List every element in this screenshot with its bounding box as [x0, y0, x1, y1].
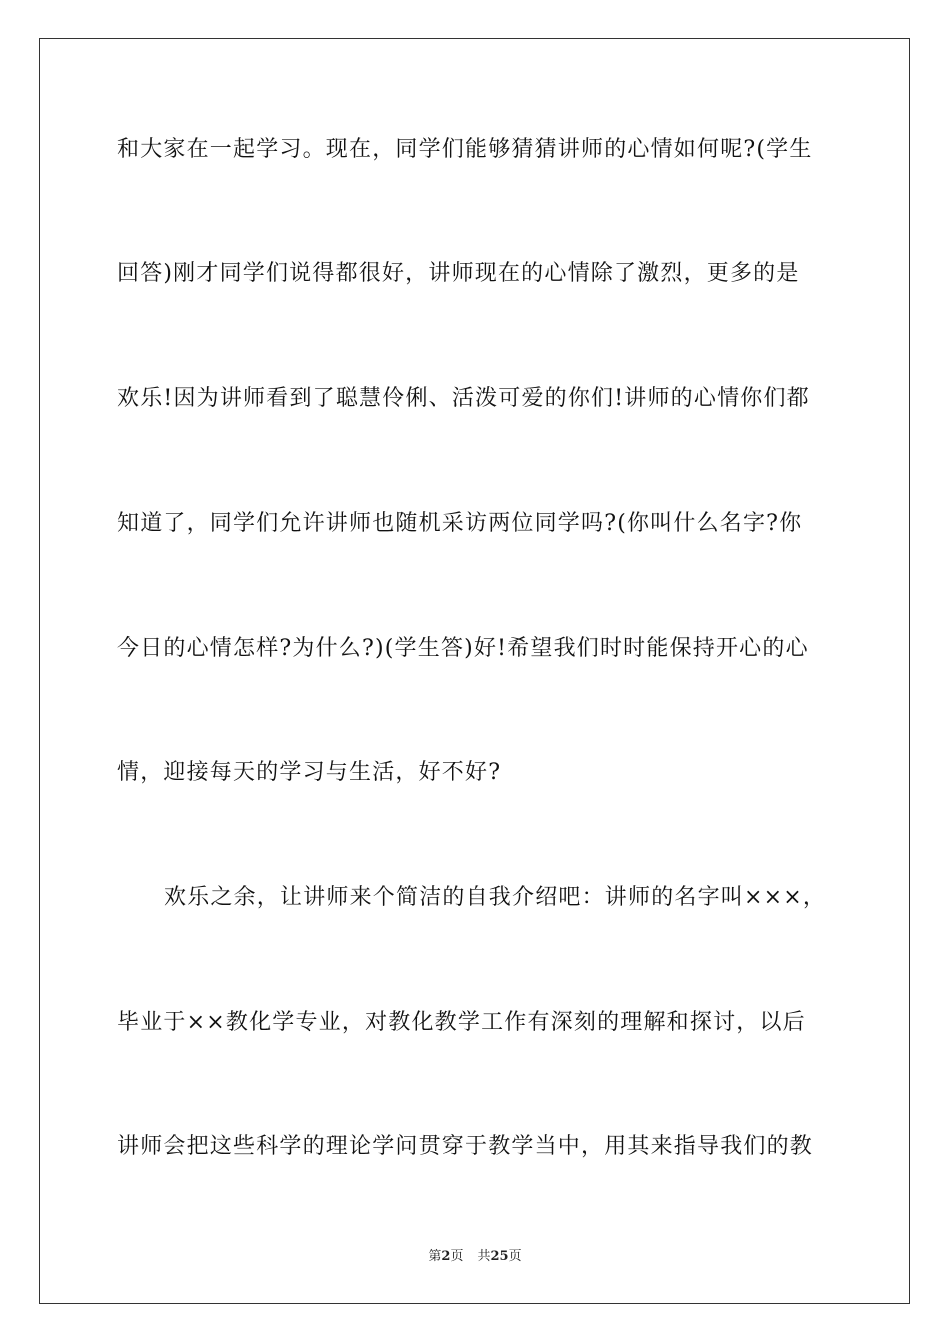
page-number: 2 — [441, 1249, 451, 1264]
paragraph-start-line: 欢乐之余，让讲师来个简洁的自我介绍吧：讲师的名字叫×××， — [164, 885, 827, 910]
page-footer — [0, 1248, 950, 1266]
body-text-line-9: 讲师会把这些科学的理论学问贯穿于教学当中，用其来指导我们的教 — [117, 1134, 814, 1159]
page-suffix: 页 — [450, 1249, 464, 1264]
body-text-line-2: 回答)刚才同学们说得都很好，讲师现在的心情除了激烈，更多的是 — [117, 261, 800, 286]
body-text-line-3: 欢乐!因为讲师看到了聪慧伶俐、活泼可爱的你们!讲师的心情你们都 — [117, 386, 810, 411]
total-suffix: 页 — [508, 1249, 522, 1264]
body-text-line-4: 知道了，同学们允许讲师也随机采访两位同学吗?(你叫什么名字?你 — [117, 511, 803, 536]
total-pages: 25 — [490, 1249, 509, 1264]
body-text-line-8: 毕业于××教化学专业，对教化教学工作有深刻的理解和探讨，以后 — [117, 1010, 806, 1035]
page-border — [39, 38, 910, 1304]
page-prefix: 第 — [428, 1249, 442, 1264]
total-prefix: 共 — [477, 1249, 491, 1264]
body-text-line-6: 情，迎接每天的学习与生活，好不好? — [117, 760, 502, 785]
body-text-line-1: 和大家在一起学习。现在，同学们能够猜猜讲师的心情如何呢?(学生 — [117, 137, 813, 162]
body-text-line-5: 今日的心情怎样?为什么?)(学生答)好!希望我们时时能保持开心的心 — [117, 636, 809, 661]
